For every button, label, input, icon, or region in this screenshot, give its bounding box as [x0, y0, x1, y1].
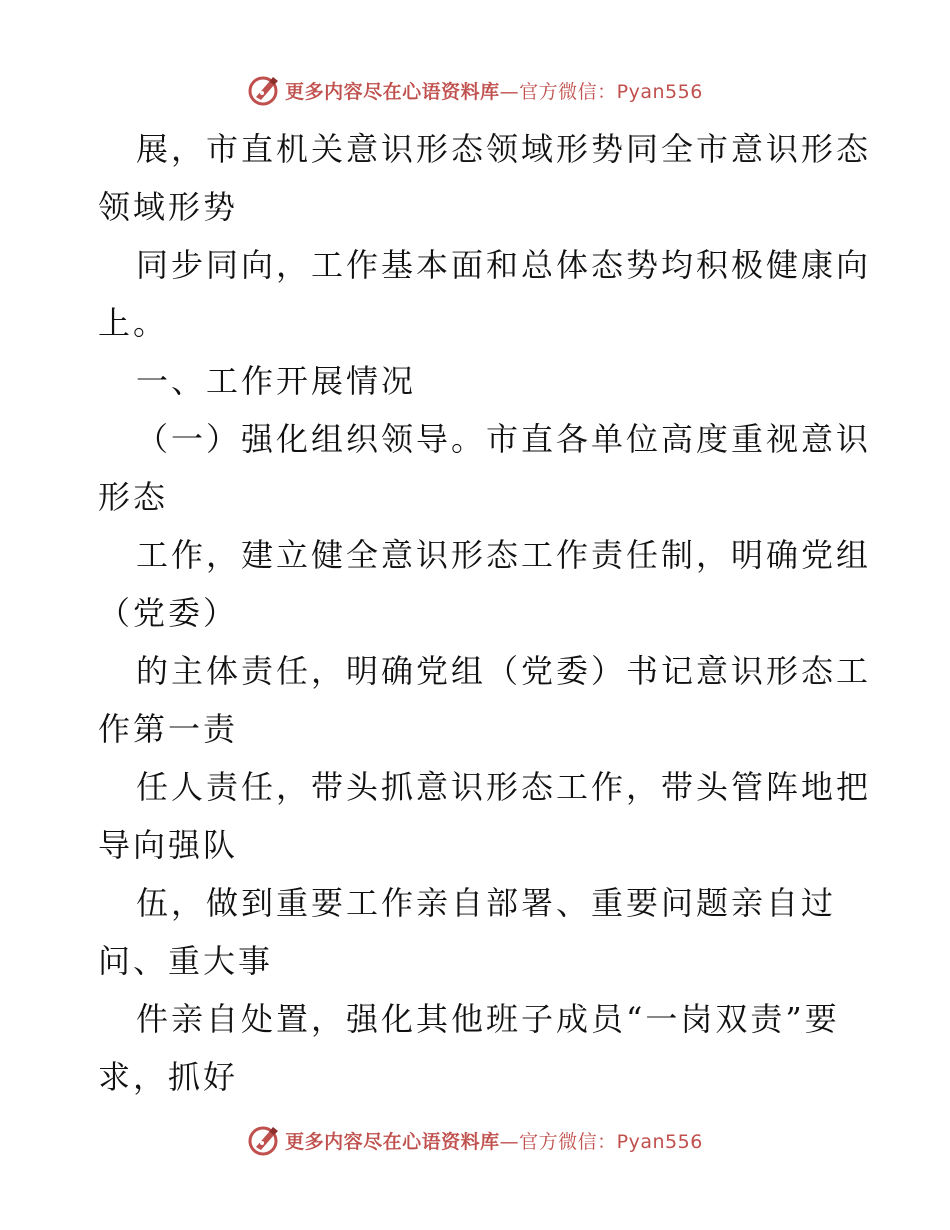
footer-banner	[0, 1120, 950, 1160]
banner-slogan: 更多内容尽在心语资料库	[285, 1130, 500, 1153]
body-line: 领域形势	[98, 188, 239, 226]
body-line: 上。	[98, 304, 169, 342]
body-line: 形态	[98, 478, 169, 516]
pen-nib-logo-icon	[247, 1123, 281, 1157]
body-line: 求，抓好	[98, 1058, 239, 1096]
section-heading: 一、工作开展情况	[136, 362, 417, 400]
pen-nib-logo-icon	[247, 73, 281, 107]
banner-contact: —官方微信：Pyan556	[499, 1130, 703, 1153]
body-line: 作第一责	[98, 710, 239, 748]
body-line: 导向强队	[98, 826, 239, 864]
document-body	[98, 120, 872, 1106]
body-line: （党委）	[98, 594, 239, 632]
body-line: 同步同向，工作基本面和总体态势均积极健康向	[136, 246, 872, 284]
banner-contact: —官方微信：Pyan556	[499, 80, 703, 103]
body-line: 的主体责任，明确党组（党委）书记意识形态工	[136, 652, 872, 690]
body-line: 伍，做到重要工作亲自部署、重要问题亲自过	[136, 884, 837, 922]
banner-slogan: 更多内容尽在心语资料库	[285, 80, 500, 103]
header-banner	[0, 70, 950, 110]
body-line: 展，市直机关意识形态领域形势同全市意识形态	[136, 130, 872, 168]
body-line: 件亲自处置，强化其他班子成员“一岗双责”要	[136, 1000, 840, 1038]
body-line: 问、重大事	[98, 942, 274, 980]
body-line: 任人责任，带头抓意识形态工作，带头管阵地把	[136, 768, 872, 806]
body-line: 工作，建立健全意识形态工作责任制，明确党组	[136, 536, 872, 574]
subsection-heading: （一）强化组织领导。市直各单位高度重视意识	[136, 420, 872, 458]
